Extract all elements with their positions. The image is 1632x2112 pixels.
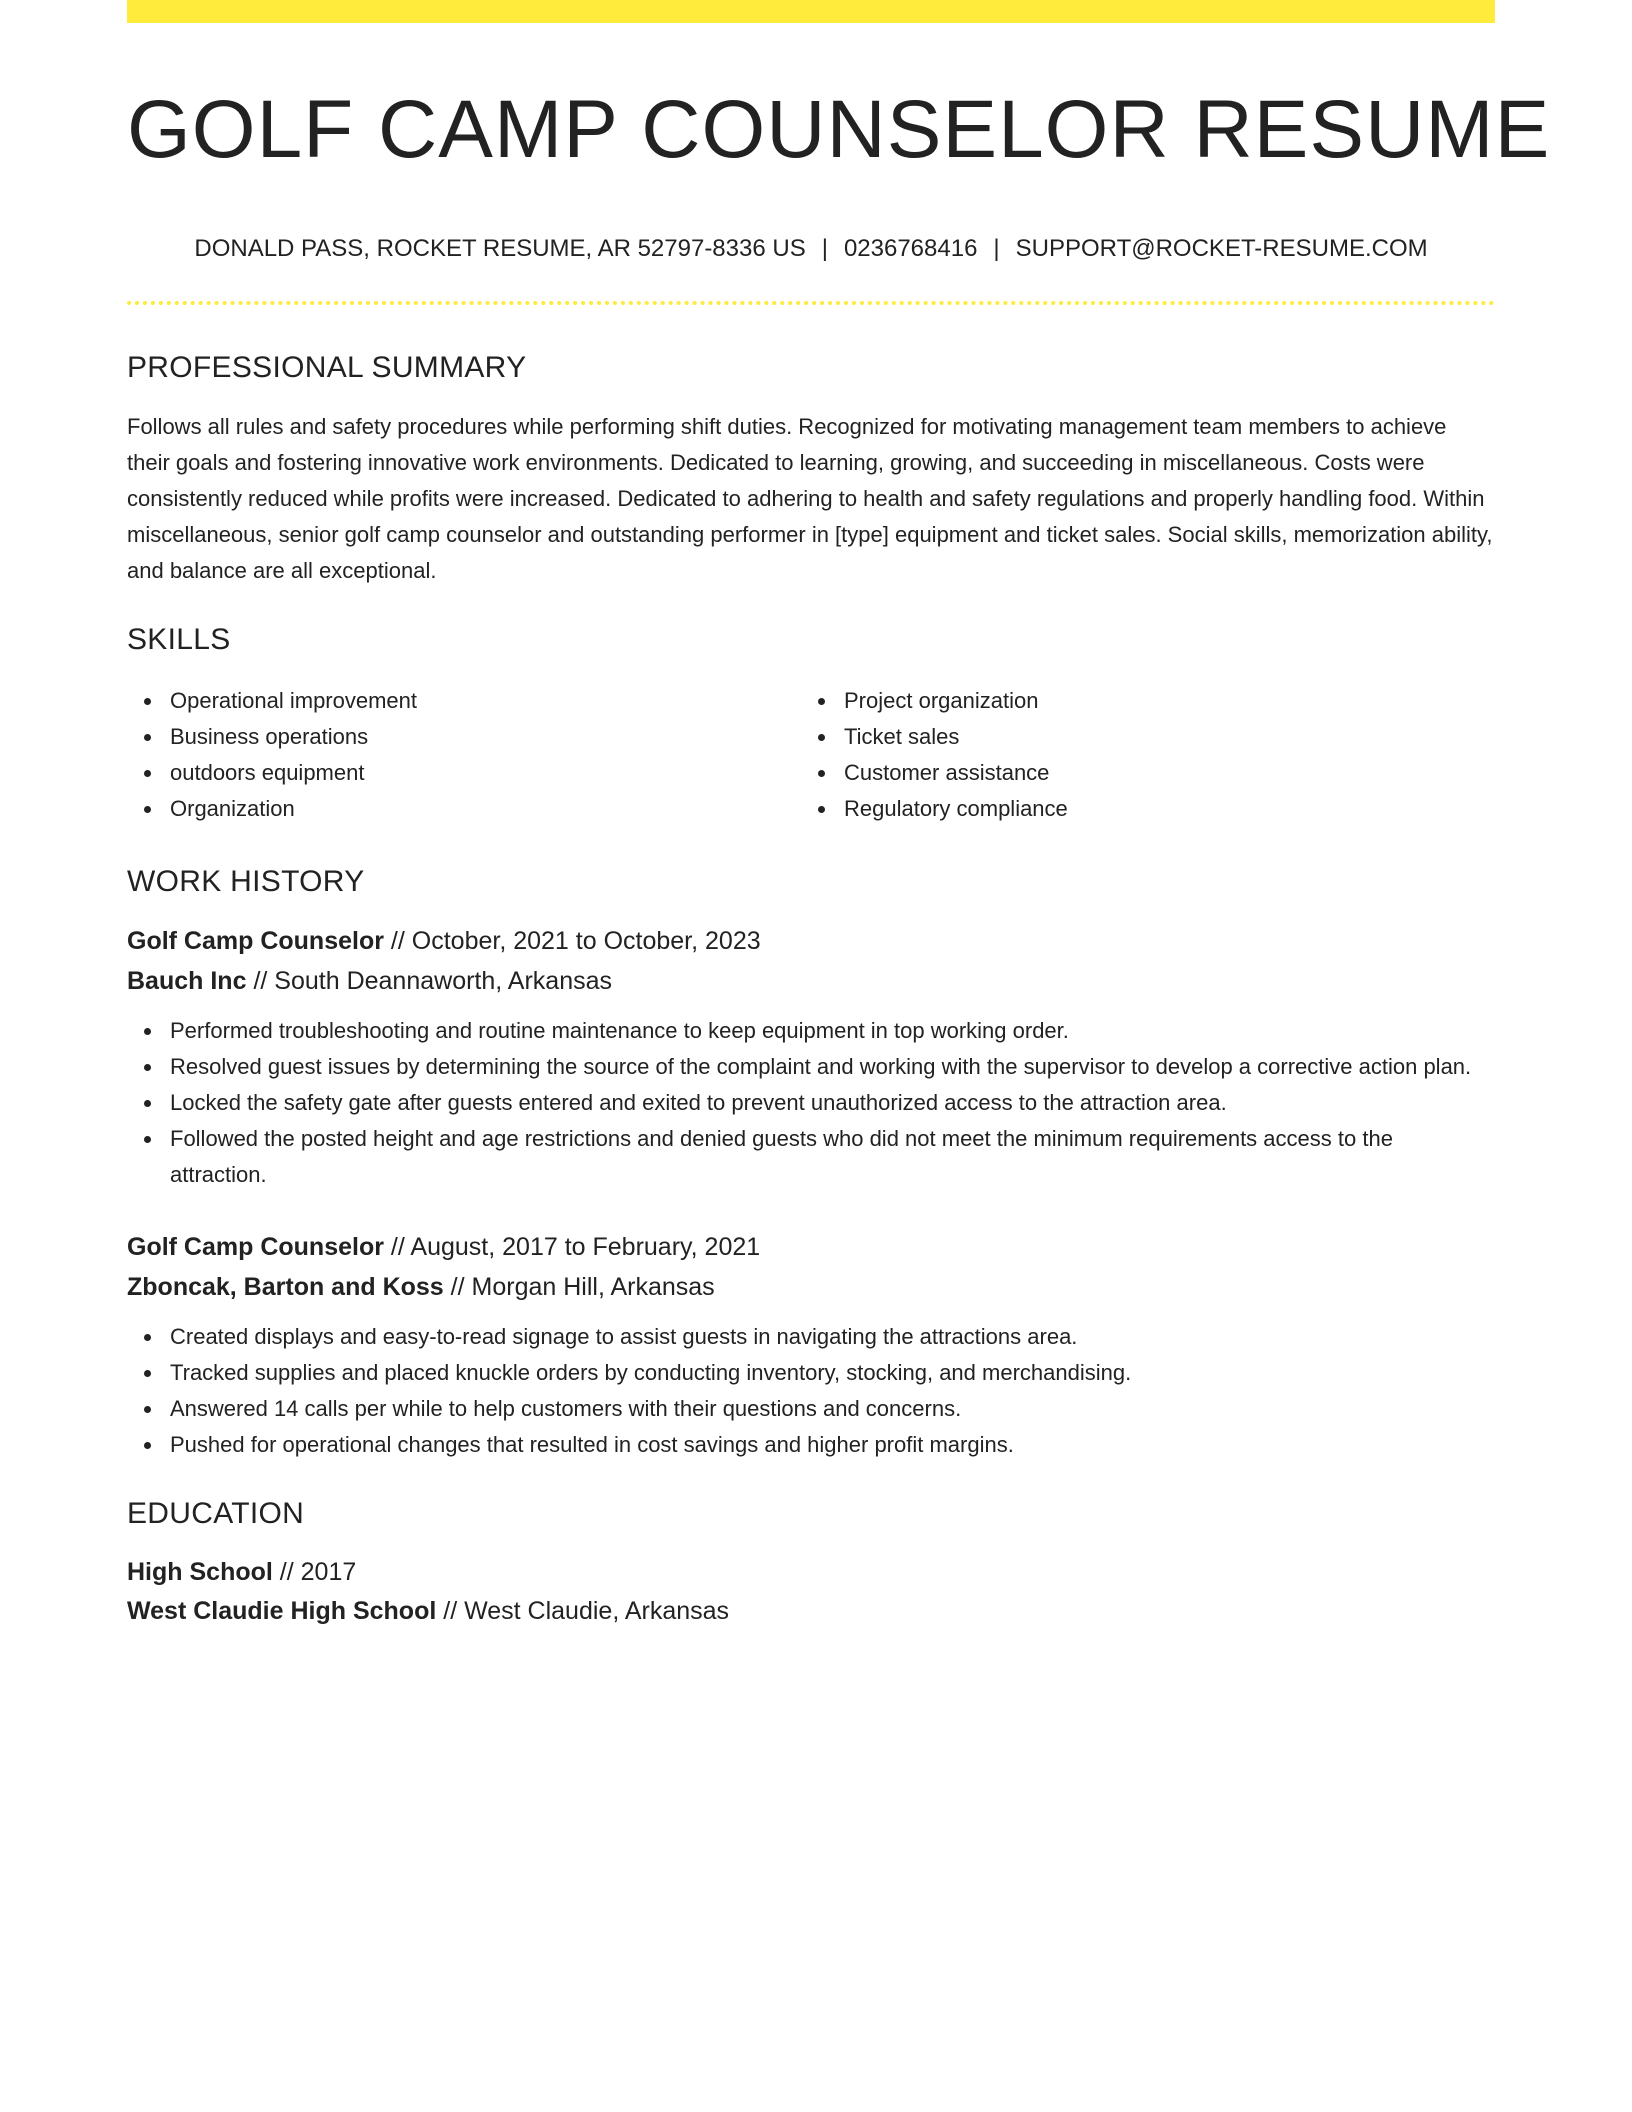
- job-entry: [127, 1227, 1495, 1463]
- skill-item: Project organization: [844, 683, 1475, 719]
- job-title: Golf Camp Counselor: [127, 927, 384, 956]
- separator: //: [443, 1597, 458, 1626]
- contact-line: [127, 235, 1495, 263]
- job-location: South Deannaworth, Arkansas: [274, 967, 613, 996]
- skill-item: Regulatory compliance: [844, 791, 1475, 827]
- header-divider: [127, 301, 1495, 305]
- summary-text: Follows all rules and safety procedures while performing shift duties. Recognized for motivating management team members to achieve their goals and fostering innovative work environments. Dedicated to learning, growing, and succeeding in miscellaneous. Costs were consistently reduced while profits were increased. Dedicated to adhering to health and safety regulations and properly handling food. Within miscellaneous, senior golf camp counselor and outstanding performer in [type] equipment and ticket sales. Social skills, memorization ability, and balance are all exceptional.: [127, 414, 1493, 584]
- separator: //: [390, 927, 405, 956]
- contact-address: DONALD PASS, ROCKET RESUME, AR 52797-8336 US: [194, 235, 806, 263]
- education-heading: EDUCATION: [127, 1497, 305, 1531]
- job-company-line: [127, 961, 1495, 1001]
- education-degree-line: [127, 1553, 1495, 1592]
- job-entry: [127, 921, 1495, 1193]
- education-location: West Claudie, Arkansas: [464, 1597, 730, 1626]
- skill-item: outdoors equipment: [170, 755, 801, 791]
- contact-phone: 0236768416: [843, 235, 978, 263]
- skill-item: Ticket sales: [844, 719, 1475, 755]
- job-location: Morgan Hill, Arkansas: [471, 1273, 715, 1302]
- education-entry: [127, 1553, 1495, 1631]
- job-company: Zboncak, Barton and Koss: [127, 1273, 444, 1302]
- job-company: Bauch Inc: [127, 967, 247, 996]
- separator: //: [279, 1558, 294, 1587]
- job-bullet: Performed troubleshooting and routine maintenance to keep equipment in top working order.: [170, 1013, 1495, 1049]
- resume-page: [127, 0, 1551, 1631]
- job-dates: August, 2017 to February, 2021: [410, 1233, 761, 1262]
- job-bullet: Followed the posted height and age restrictions and denied guests who did not meet the minimum requirements access to the attraction.: [170, 1121, 1495, 1193]
- job-bullet: Locked the safety gate after guests entered and exited to prevent unauthorized access to the attraction area.: [170, 1085, 1495, 1121]
- job-title: Golf Camp Counselor: [127, 1233, 384, 1262]
- separator: //: [450, 1273, 465, 1302]
- contact-email: SUPPORT@ROCKET-RESUME.COM: [1015, 235, 1428, 263]
- separator: //: [390, 1233, 405, 1262]
- job-bullet: Resolved guest issues by determining the source of the complaint and working with the supervisor to develop a corrective action plan.: [170, 1049, 1495, 1085]
- skill-item: Business operations: [170, 719, 801, 755]
- job-bullet: Tracked supplies and placed knuckle orders by conducting inventory, stocking, and merchandising.: [170, 1355, 1495, 1391]
- skills-column-right: [801, 683, 1475, 827]
- contact-separator: |: [821, 235, 828, 263]
- job-company-line: [127, 1267, 1495, 1307]
- education-school-line: [127, 1592, 1495, 1631]
- skills-list: [127, 683, 1495, 827]
- page-title: GOLF CAMP COUNSELOR RESUME: [127, 84, 1551, 175]
- job-title-line: [127, 1227, 1495, 1267]
- job-bullet: Created displays and easy-to-read signage to assist guests in navigating the attractions area.: [170, 1319, 1495, 1355]
- job-bullet: Answered 14 calls per while to help customers with their questions and concerns.: [170, 1391, 1495, 1427]
- job-bullet: Pushed for operational changes that resulted in cost savings and higher profit margins.: [170, 1427, 1495, 1463]
- job-bullets: [127, 1319, 1495, 1463]
- skill-item: Operational improvement: [170, 683, 801, 719]
- job-bullets: [127, 1013, 1495, 1193]
- job-title-line: [127, 921, 1495, 961]
- education-school: West Claudie High School: [127, 1597, 437, 1626]
- skills-heading: SKILLS: [127, 623, 231, 657]
- skill-item: Organization: [170, 791, 801, 827]
- job-dates: October, 2021 to October, 2023: [411, 927, 761, 956]
- education-year: 2017: [300, 1558, 357, 1587]
- work-history-heading: WORK HISTORY: [127, 865, 365, 899]
- separator: //: [253, 967, 268, 996]
- education-degree: High School: [127, 1558, 273, 1587]
- contact-separator: |: [993, 235, 1000, 263]
- skills-column-left: [127, 683, 801, 827]
- top-accent-bar: [127, 0, 1495, 23]
- skill-item: Customer assistance: [844, 755, 1475, 791]
- summary-heading: PROFESSIONAL SUMMARY: [127, 351, 527, 385]
